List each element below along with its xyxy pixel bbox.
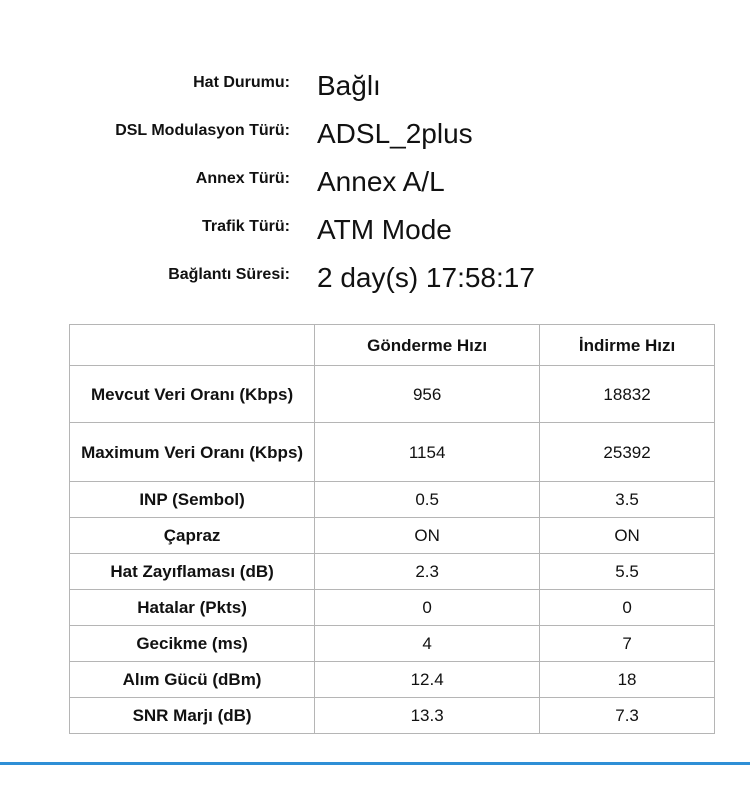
header-download-rate: İndirme Hızı xyxy=(540,325,715,366)
download-value: 7 xyxy=(540,626,715,662)
table-row xyxy=(70,662,715,698)
line-status-value: Bağlı xyxy=(317,70,381,101)
download-value: 0 xyxy=(540,590,715,626)
header-empty-cell xyxy=(70,325,315,366)
upload-value: 4 xyxy=(315,626,540,662)
row-label: Gecikme (ms) xyxy=(70,626,315,662)
upload-value: 2.3 xyxy=(315,554,540,590)
modulation-type-value: ADSL_2plus xyxy=(317,118,473,149)
table-row xyxy=(70,366,715,423)
table-row xyxy=(70,482,715,518)
line-status-row xyxy=(0,70,750,118)
annex-type-label: Annex Türü: xyxy=(195,170,290,187)
modulation-type-row xyxy=(0,118,750,166)
upload-value: 956 xyxy=(315,366,540,423)
download-value: 3.5 xyxy=(540,482,715,518)
connection-time-label: Bağlantı Süresi: xyxy=(168,266,290,283)
row-label: Hat Zayıflaması (dB) xyxy=(70,554,315,590)
line-status-label: Hat Durumu: xyxy=(193,74,290,91)
download-value: 25392 xyxy=(540,423,715,482)
download-value: ON xyxy=(540,518,715,554)
upload-value: ON xyxy=(315,518,540,554)
table-row xyxy=(70,423,715,482)
bottom-divider xyxy=(0,762,750,765)
traffic-type-value: ATM Mode xyxy=(317,214,452,245)
row-label: SNR Marjı (dB) xyxy=(70,698,315,734)
modulation-type-label: DSL Modulasyon Türü: xyxy=(115,122,290,139)
connection-time-value: 2 day(s) 17:58:17 xyxy=(317,262,535,293)
dsl-stats-table xyxy=(69,324,715,734)
upload-value: 0 xyxy=(315,590,540,626)
traffic-type-label: Trafik Türü: xyxy=(201,218,290,235)
line-info-panel xyxy=(0,70,750,310)
annex-type-value: Annex A/L xyxy=(317,166,445,197)
upload-value: 13.3 xyxy=(315,698,540,734)
row-label: Alım Gücü (dBm) xyxy=(70,662,315,698)
table-row xyxy=(70,518,715,554)
row-label: Maximum Veri Oranı (Kbps) xyxy=(70,423,315,482)
download-value: 5.5 xyxy=(540,554,715,590)
download-value: 18 xyxy=(540,662,715,698)
upload-value: 12.4 xyxy=(315,662,540,698)
row-label: Çapraz xyxy=(70,518,315,554)
download-value: 7.3 xyxy=(540,698,715,734)
traffic-type-row xyxy=(0,214,750,262)
download-value: 18832 xyxy=(540,366,715,423)
table-row xyxy=(70,626,715,662)
header-upload-rate: Gönderme Hızı xyxy=(315,325,540,366)
table-row xyxy=(70,698,715,734)
table-header-row xyxy=(70,325,715,366)
upload-value: 0.5 xyxy=(315,482,540,518)
table-row xyxy=(70,554,715,590)
connection-time-row xyxy=(0,262,750,310)
upload-value: 1154 xyxy=(315,423,540,482)
table-row xyxy=(70,590,715,626)
row-label: Mevcut Veri Oranı (Kbps) xyxy=(70,366,315,423)
row-label: Hatalar (Pkts) xyxy=(70,590,315,626)
row-label: INP (Sembol) xyxy=(70,482,315,518)
annex-type-row xyxy=(0,166,750,214)
